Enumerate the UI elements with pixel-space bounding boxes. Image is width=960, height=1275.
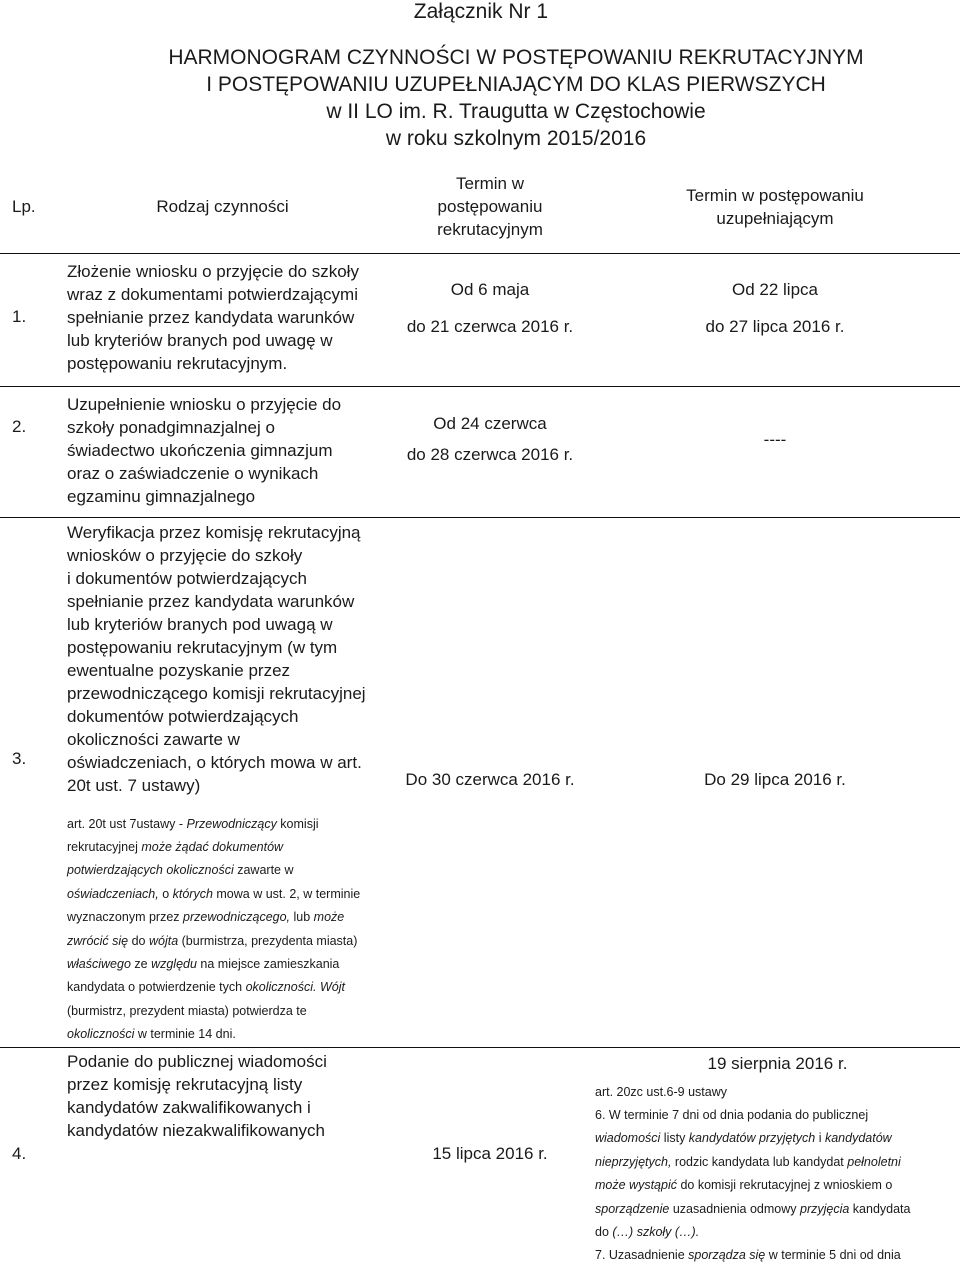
note-text: w terminie 5 dni od dnia [765,1248,901,1263]
legal-note [67,813,390,1047]
activity-line: szkoły ponadgimnazjalnej o [67,417,275,437]
header-line: rekrutacyjnym [437,220,543,239]
activity-line: dokumentów potwierdzających [67,706,299,726]
note-text: ze [130,956,152,971]
row-recruitment-date [390,517,590,1047]
activity-line: Podanie do publicznej wiadomości [67,1051,327,1071]
date-line: Od 6 maja [450,279,530,299]
activity-line: kandydatów niezakwalifikowanych [67,1120,325,1140]
header-activity: Rodzaj czynności [156,197,289,216]
note-text: sporządzenie [595,1201,670,1216]
row-recruitment-date [390,253,590,386]
date-line: Do 29 lipca 2016 r. [704,769,846,789]
activity-line: świadectwo ukończenia gimnazjum [67,440,333,460]
annex-label: Załącznik Nr 1 [413,0,548,23]
activity-line: kandydatów zakwalifikowanych i [67,1097,311,1117]
note-text: kandydatów przyjętych [688,1131,816,1146]
note-text: pełnoletni [847,1154,901,1169]
note-text: do [128,933,149,948]
title-line: w II LO im. R. Traugutta w Częstochowie [326,100,706,123]
activity-line: wniosków o przyjęcie do szkoły [67,545,303,565]
activity-line: Uzupełnienie wniosku o przyjęcie do [67,394,342,414]
note-text: mowa w ust. 2, w terminie [212,886,361,901]
document-title [0,44,960,152]
activity-line: okoliczności zawarte w [67,729,240,749]
date-line: 15 lipca 2016 r. [432,1143,548,1163]
note-text: (burmistrz, prezydent miasta) potwierdza te [67,1003,307,1018]
row-activity [55,517,390,1047]
date-line: ---- [763,429,787,449]
activity-line: wraz z dokumentami potwierdzającymi [67,284,358,304]
note-text: wyznaczonym przez [67,910,184,925]
row-supplementary-date [590,1047,960,1275]
title-line: w roku szkolnym 2015/2016 [385,127,647,150]
row-lp: 2. [0,386,55,517]
note-text: art. 20t ust 7ustawy - [67,816,187,831]
note-text: do [595,1225,613,1239]
header-recruitment [390,172,590,253]
note-text: może żądać dokumentów [141,839,284,854]
activity-line: przewodniczącego komisji rekrutacyjnej [67,683,366,703]
note-text: rekrutacyjnej [67,839,142,854]
activity-line: lub kryteriów branych pod uwagą w [67,614,333,634]
date-line: 19 sierpnia 2016 r. [707,1053,848,1073]
note-text: (…) szkoły (…). [612,1225,700,1239]
activity-line: 20t ust. 7 ustawy) [67,775,201,795]
note-text: Wójt [319,980,345,995]
row-lp: 3. [0,517,55,1047]
note-text: wójta [148,933,179,948]
date-line: Od 22 lipca [732,279,818,299]
note-text: kandydata [849,1201,911,1216]
note-text: art. 20zc ust.6-9 ustawy [595,1084,728,1099]
row-recruitment-date [390,1047,590,1275]
header-lp: Lp. [12,197,36,216]
activity-line: Weryfikacja przez komisję rekrutacyjną [67,522,361,542]
table-row [0,386,960,517]
activity-line: lub kryteriów branych pod uwagę w [67,330,333,350]
title-line: HARMONOGRAM CZYNNOŚCI W POSTĘPOWANIU REKRUTACYJNYM [168,46,864,69]
note-text: okoliczności. [245,980,317,995]
date-line: Do 30 czerwca 2016 r. [405,769,575,789]
header-supplementary [590,172,960,253]
activity-line: postępowaniu rekrutacyjnym (w tym [67,637,338,657]
row-activity [55,1047,390,1275]
note-text: przewodniczącego, [183,910,291,925]
note-text: uzasadnienia odmowy [669,1201,800,1216]
activity-line: spełnianie przez kandydata warunków [67,591,355,611]
activity-line: egzaminu gimnazjalnego [67,486,256,506]
note-text: może [313,910,345,925]
date-line: do 28 czerwca 2016 r. [406,444,574,464]
activity-line: postępowaniu rekrutacyjnym. [67,353,288,373]
activity-line: przez komisję rekrutacyjną listy [67,1074,303,1094]
legal-note [595,1081,960,1268]
note-text: lub [290,910,314,925]
note-text: komisji [276,816,319,831]
note-text: oświadczeniach, [67,886,159,901]
date-line: do 27 lipca 2016 r. [705,316,845,336]
note-text: właściwego [67,956,131,971]
row-recruitment-date [390,386,590,517]
note-text: 7. Uzasadnienie [595,1248,689,1263]
activity-line: spełnianie przez kandydata warunków [67,307,355,327]
note-text: kandydatów [824,1131,892,1146]
row-supplementary-date [590,517,960,1047]
note-text: do komisji rekrutacyjnej z wnioskiem o [676,1178,893,1193]
date-line: Od 24 czerwca [433,413,547,433]
row-lp: 1. [0,253,55,386]
table-row [0,1047,960,1275]
activity-line: i dokumentów potwierdzających [67,568,308,588]
table-row [0,253,960,386]
activity-line: oraz o zaświadczenie o wynikach [67,463,319,483]
note-text: o [158,886,173,901]
header-line: postępowaniu [437,197,543,216]
note-text: zawarte w [233,863,294,878]
activity-line: Złożenie wniosku o przyjęcie do szkoły [67,261,359,281]
note-text: na miejsce zamieszkania [196,956,340,971]
note-text: potwierdzających okoliczności [67,863,234,878]
table-row [0,517,960,1047]
header-line: uzupełniającym [716,209,834,228]
row-lp: 4. [0,1047,55,1275]
note-text: może wystąpić [595,1178,677,1193]
table-header-row [0,172,960,253]
note-text: rodzic kandydata lub kandydat [671,1154,848,1169]
note-text: nieprzyjętych, [595,1154,672,1169]
row-activity [55,386,390,517]
row-supplementary-date [590,253,960,386]
note-text: okoliczności [67,1027,135,1042]
header-line: Termin w postępowaniu [686,186,864,205]
note-text: w terminie 14 dni. [134,1027,236,1042]
row-activity [55,253,390,386]
note-text: kandydata o potwierdzenie tych [67,980,246,995]
note-text: (burmistrza, prezydenta miasta) [178,933,358,948]
note-text: listy [660,1131,689,1146]
title-line: I POSTĘPOWANIU UZUPEŁNIAJĄCYM DO KLAS PIERWSZYCH [206,73,826,96]
header-line: Termin w [455,174,524,193]
activity-line: oświadczeniach, o których mowa w art. [67,752,362,772]
note-text: przyjęcia [800,1201,850,1216]
note-text: 6. W terminie 7 dni od dnia podania do publicznej [595,1107,869,1122]
activity-line: ewentualne pozyskanie przez [67,660,291,680]
schedule-table [0,172,960,1275]
note-text: zwrócić się [67,933,129,948]
note-text: wiadomości [595,1131,661,1146]
note-text: i [815,1131,825,1146]
row-supplementary-date [590,386,960,517]
date-line: do 21 czerwca 2016 r. [406,316,574,336]
note-text: Przewodniczący [186,816,277,831]
note-text: względu [151,956,197,971]
note-text: sporządza się [688,1248,766,1263]
note-text: których [172,886,213,901]
